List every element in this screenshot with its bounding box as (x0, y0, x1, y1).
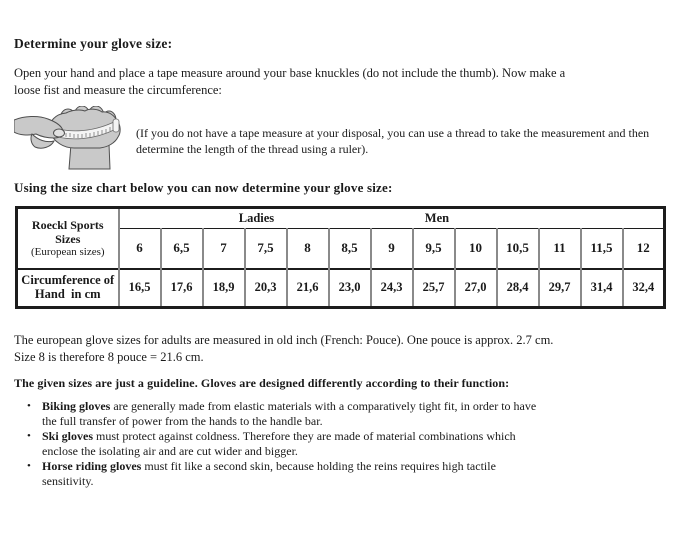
ski-line2: enclose the isolating air and are cut wider and bigger. (42, 444, 298, 458)
size-cell: 8 (287, 229, 329, 269)
tape-measure-note (136, 126, 649, 157)
glove-size-document (0, 36, 680, 536)
intro-paragraph (14, 65, 660, 99)
list-item-ski-gloves (27, 429, 660, 459)
note-line-2: determine the length of the thread using a ruler). (136, 141, 369, 156)
bullet-icon: • (27, 460, 31, 472)
horse-lead: Horse riding gloves (42, 459, 142, 473)
gender-group-row (17, 208, 665, 229)
ski-lead: Ski gloves (42, 429, 94, 443)
intro-line-1: Open your hand and place a tape measure around your base knuckles (do not include the thumb). Now make a (14, 66, 566, 80)
size-cell: 9 (371, 229, 413, 269)
pouce-line-2: Size 8 is therefore 8 pouce = 21.6 cm. (14, 350, 204, 364)
circumference-cell: 31,4 (581, 269, 623, 308)
size-cell: 7 (203, 229, 245, 269)
size-cell: 10,5 (497, 229, 539, 269)
row-label-circumference (17, 269, 119, 308)
list-item-biking-gloves (27, 399, 660, 429)
guideline-heading: The given sizes are just a guideline. Gloves are designed differently according to their function: (14, 376, 510, 390)
circumference-cell: 21,6 (287, 269, 329, 308)
bullet-icon: • (27, 400, 31, 412)
bullet-icon: • (27, 430, 31, 442)
biking-lead: Biking gloves (42, 399, 111, 413)
circumference-cell: 17,6 (161, 269, 203, 308)
horse-rest: must fit like a second skin, because holding the reins requires high tactile (141, 459, 496, 473)
horse-line2: sensitivity. (42, 474, 94, 488)
biking-line2: the full transfer of power from the hands to the handle bar. (42, 414, 323, 428)
circumference-cell: 16,5 (119, 269, 161, 308)
circumference-cell: 18,9 (203, 269, 245, 308)
circ-label-line2: Hand in cm (34, 286, 101, 301)
circumference-cell: 24,3 (371, 269, 413, 308)
pouce-paragraph (14, 332, 660, 366)
ski-rest: must protect against coldness. Therefore they are made of material combinations which (93, 429, 516, 443)
row-label-sizes (17, 208, 119, 269)
circumference-cell: 20,3 (245, 269, 287, 308)
page-title: Determine your glove size: (14, 36, 173, 51)
row-label-sizes-line2: Sizes (55, 231, 81, 246)
glove-types-list (0, 399, 660, 489)
circumference-cell: 29,7 (539, 269, 581, 308)
circumference-cell: 27,0 (455, 269, 497, 308)
glove-size-table (15, 206, 666, 309)
size-cell: 6,5 (161, 229, 203, 269)
size-cell: 12 (623, 229, 665, 269)
size-cell: 9,5 (413, 229, 455, 269)
intro-line-2: loose fist and measure the circumference: (14, 83, 222, 97)
men-group-label: Men (424, 211, 450, 225)
pouce-line-1: The european glove sizes for adults are measured in old inch (French: Pouce). One pouce is approx. 2.7 cm. (14, 333, 554, 347)
ladies-group-label: Ladies (238, 211, 275, 225)
circumference-cell: 28,4 (497, 269, 539, 308)
circumference-cell: 25,7 (413, 269, 455, 308)
size-cell: 6 (119, 229, 161, 269)
measure-figure-row (14, 106, 680, 172)
biking-rest: are generally made from elastic materials with a comparatively tight fit, in order to have (110, 399, 537, 413)
size-cell: 10 (455, 229, 497, 269)
list-item-horse-riding-gloves (27, 459, 660, 489)
size-cell: 11 (539, 229, 581, 269)
circumference-row (17, 269, 665, 308)
note-line-1: (If you do not have a tape measure at your disposal, you can use a thread to take the measurement and then (136, 126, 650, 140)
gender-group-header (119, 208, 665, 229)
circumference-cell: 23,0 (329, 269, 371, 308)
fist-tape-measure-icon (14, 106, 124, 170)
circ-label-line1: Circumference of (21, 273, 115, 288)
size-chart-heading: Using the size chart below you can now determine your glove size: (14, 180, 393, 195)
size-cell: 8,5 (329, 229, 371, 269)
circumference-cell: 32,4 (623, 269, 665, 308)
row-label-sizes-sub: (European sizes) (30, 245, 105, 258)
size-cell: 11,5 (581, 229, 623, 269)
row-label-sizes-line1: Roeckl Sports (31, 217, 104, 232)
size-cell: 7,5 (245, 229, 287, 269)
